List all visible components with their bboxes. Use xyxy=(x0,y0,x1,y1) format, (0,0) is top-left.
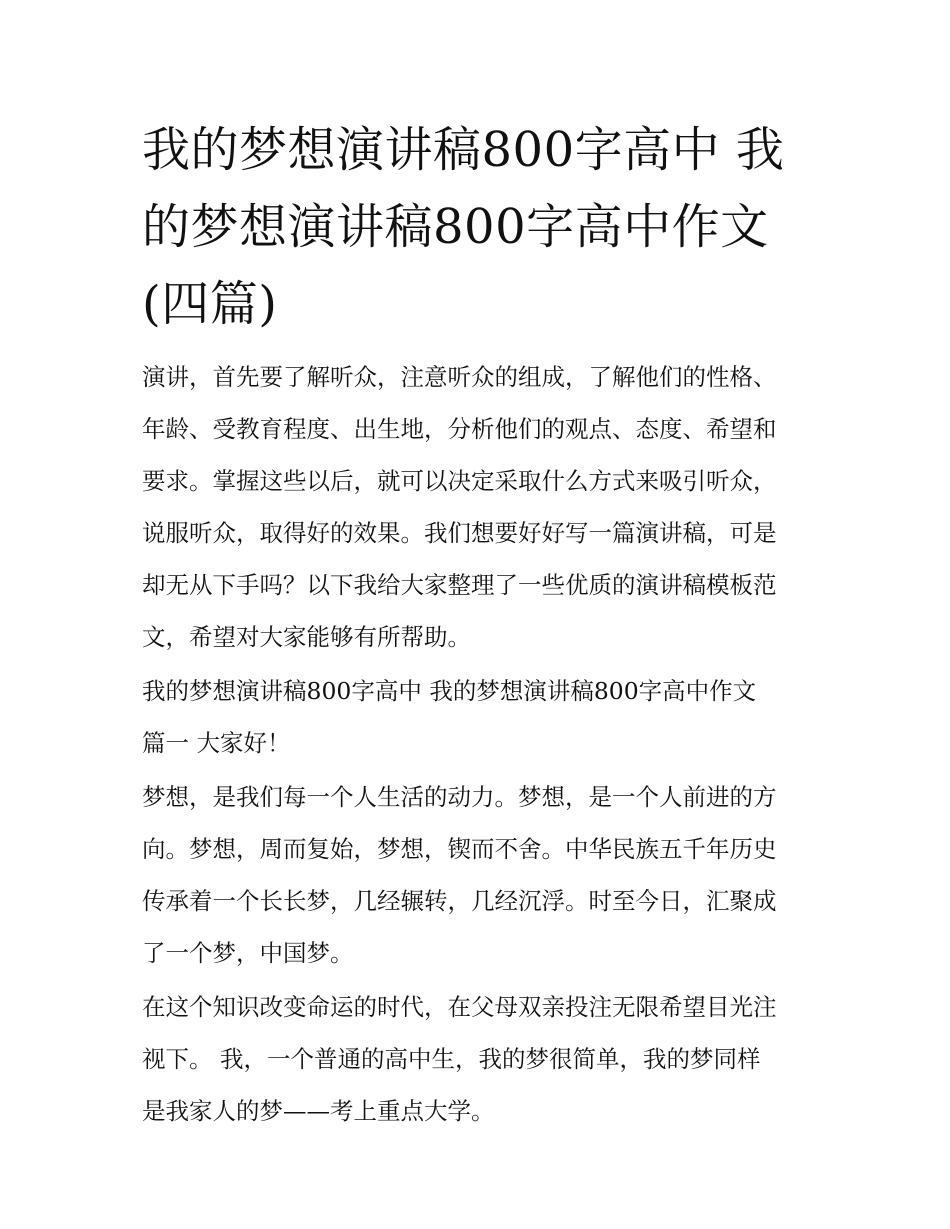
intro-paragraph: 演讲，首先要了解听众，注意听众的组成，了解他们的性格、 年龄、受教育程度、出生地，分析他们的观点、态度、希望和 要求。掌握这些以后，就可以决定采取什么方式来吸引听众， 说服听众，取得好的效果。我们想要好好写一篇演讲稿，可是 却无从下手吗？以下我给大家整理了一些优质的演讲稿模板范 文，希望对大家能够有所帮助。 xyxy=(142,363,777,651)
student-dream-paragraph: 在这个知识改变命运的时代，在父母双亲投注无限希望目光注 视下。 我，一个普通的高中生，我的梦很简单，我的梦同样 是我家人的梦——考上重点大学。 xyxy=(142,993,777,1125)
section-heading-paragraph: 我的梦想演讲稿800字高中 我的梦想演讲稿800字高中作文 篇一 大家好！ xyxy=(142,677,757,757)
document-title: 我的梦想演讲稿800字高中 我 的梦想演讲稿800字高中作文 (四篇) xyxy=(142,122,785,332)
document-body xyxy=(142,112,814,1139)
dream-paragraph: 梦想，是我们每一个人生活的动力。梦想，是一个人前进的方 向。梦想，周而复始，梦想，锲而不舍。中华民族五千年历史 传承着一个长长梦，几经辗转，几经沉浮。时至今日，汇聚成 了一个梦，中国梦。 xyxy=(142,783,777,967)
